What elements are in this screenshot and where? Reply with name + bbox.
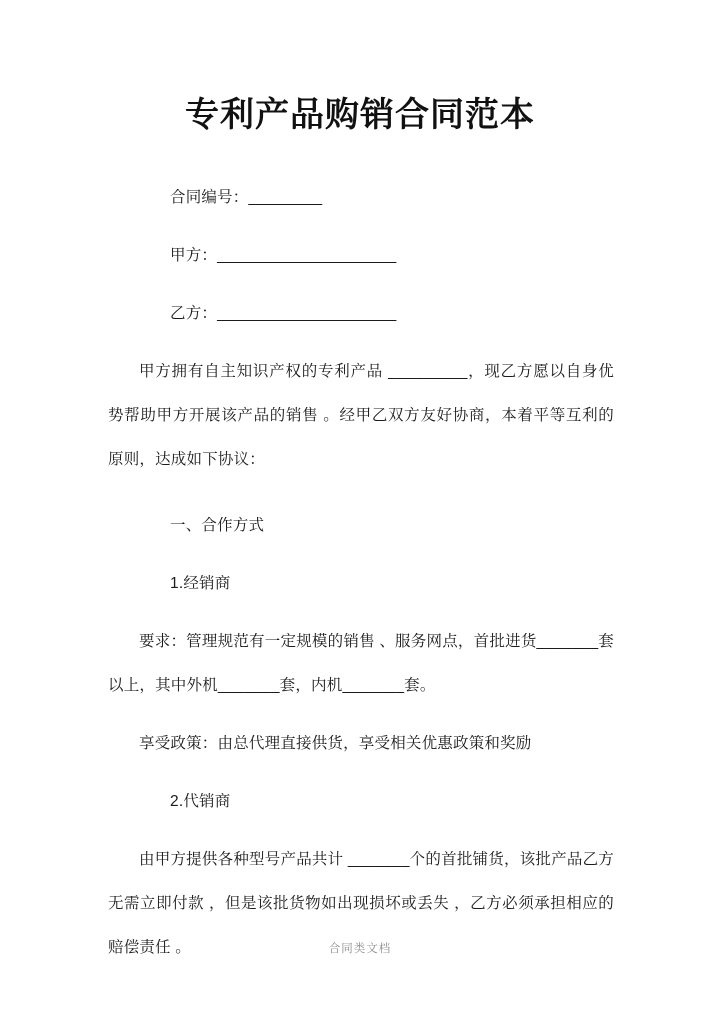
page-title: 专利产品购销合同范本: [185, 96, 535, 134]
party-b-label: 乙方：: [170, 305, 218, 322]
contract-number-field: [108, 176, 614, 220]
distributor-requirements-paragraph: 要求：管理规范有一定规模的销售 、服务网点，首批进货_______套以上，其中外机_______套，内机_______套。: [108, 633, 614, 694]
subsection-number-distributor: 1.经销商: [170, 575, 231, 592]
spacer: [108, 336, 614, 350]
party-a-field: [108, 234, 614, 278]
spacer: [108, 220, 614, 234]
party-b-field: [108, 292, 614, 336]
section-heading-cooperation-method: 一、合作方式: [170, 517, 265, 534]
party-a-blank[interactable]: ______________________: [217, 247, 396, 264]
contract-number-blank[interactable]: _________: [248, 189, 322, 206]
preamble-paragraph: 甲方拥有自主知识产权的专利产品 _________，现乙方愿以自身优势帮助甲方开展该产品的销售 。经甲乙双方友好协商，本着平等互利的原则，达成如下协议：: [108, 363, 614, 468]
consignee-terms-paragraph: 由甲方提供各种型号产品共计 _______个的首批铺货，该批产品乙方无需立即付款 ，但是该批货物如出现损坏或丢失 ，乙方必须承担相应的赔偿责任 。: [108, 851, 614, 956]
party-a-label: 甲方：: [170, 247, 218, 264]
spacer: [108, 766, 614, 780]
spacer: [108, 548, 614, 562]
contract-number-label: 合同编号：: [170, 189, 249, 206]
spacer: [108, 708, 614, 722]
footer-note: 合同类文档: [328, 943, 392, 955]
subsection-number-consignee: 2.代销商: [170, 793, 231, 810]
spacer: [108, 824, 614, 838]
party-b-blank[interactable]: ______________________: [217, 305, 396, 322]
distributor-policy-paragraph: 享受政策：由总代理直接供货，享受相关优惠政策和奖励: [139, 735, 532, 752]
spacer: [108, 482, 614, 504]
spacer: [108, 278, 614, 292]
document-body: [108, 176, 614, 970]
spacer: [108, 606, 614, 620]
